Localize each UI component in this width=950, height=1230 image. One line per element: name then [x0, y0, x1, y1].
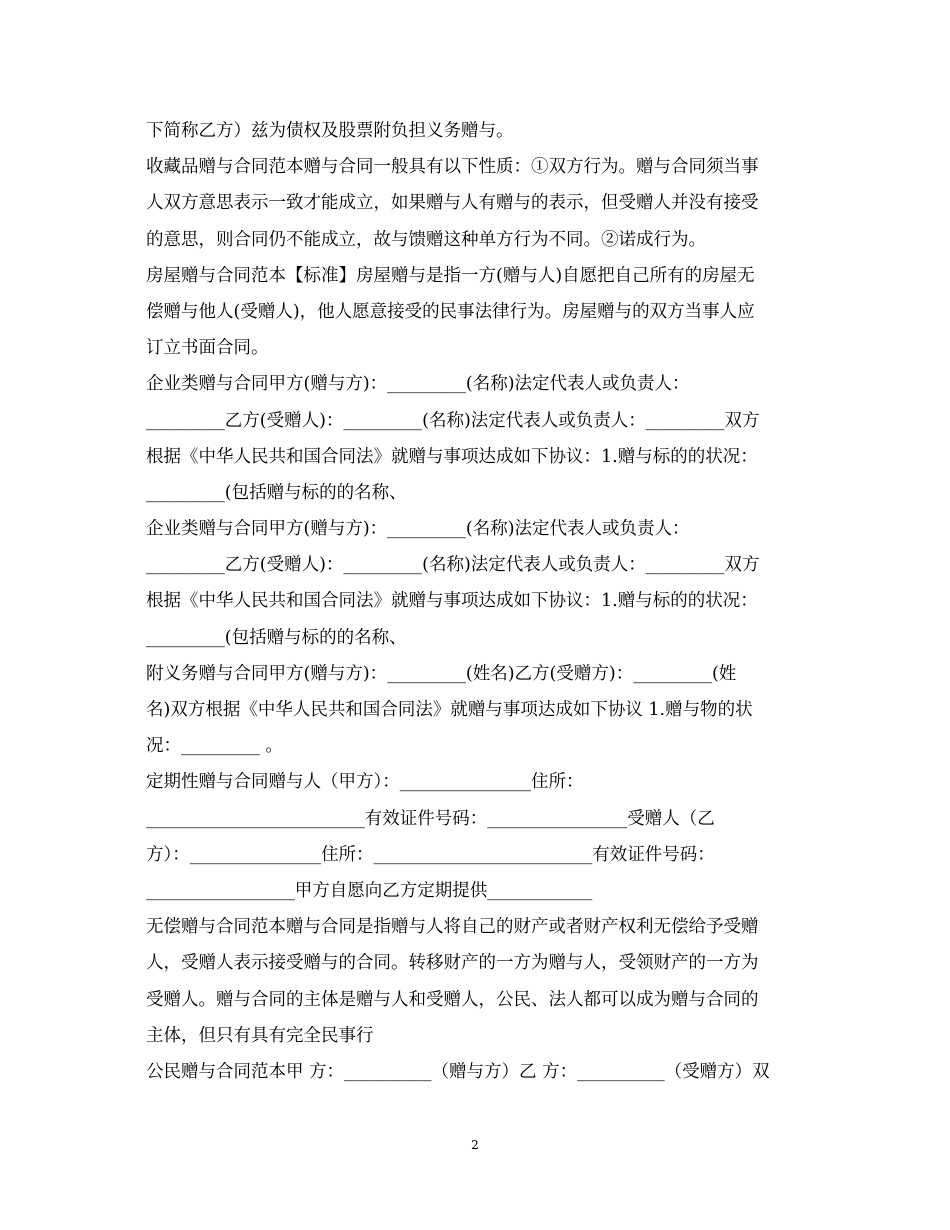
text-line: 房屋赠与合同范本【标准】房屋赠与是指一方(赠与人)自愿把自己所有的房屋无 [146, 265, 755, 286]
text-line: _________乙方(受赠人)：_________(名称)法定代表人或负责人：_________双方 [146, 410, 760, 431]
text-line: 偿赠与他人(受赠人)，他人愿意接受的民事法律行为。房屋赠与的双方当事人应 [146, 301, 755, 322]
text-line: 的意思，则合同仍不能成立，故与馈赠这种单方行为不同。②诺成行为。 [146, 229, 706, 250]
text-line: 附义务赠与合同甲方(赠与方)：_________(姓名)乙方(受赠方)：_________(姓 [146, 663, 737, 684]
text-line: 企业类赠与合同甲方(赠与方)：_________(名称)法定代表人或负责人： [146, 374, 690, 395]
text-line: _________(包括赠与标的的名称、 [146, 482, 407, 503]
text-line: 定期性赠与合同赠与人（甲方）：_______________住所： [146, 772, 584, 793]
text-line: 公民赠与合同范本甲 方：__________（赠与方）乙 方：__________（受赠方）双 [146, 1061, 770, 1082]
text-line: _________乙方(受赠人)：_________(名称)法定代表人或负责人：_________双方 [146, 555, 760, 576]
text-line: 根据《中华人民共和国合同法》就赠与事项达成如下协议：1.赠与标的的状况： [146, 446, 758, 467]
text-line: 收藏品赠与合同范本赠与合同一般具有以下性质：①双方行为。赠与合同须当事 [146, 157, 759, 178]
text-line: 下简称乙方）兹为债权及股票附负担义务赠与。 [146, 121, 514, 141]
text-line: 企业类赠与合同甲方(赠与方)：_________(名称)法定代表人或负责人： [146, 519, 690, 540]
text-line: 况：_________ 。 [146, 736, 283, 757]
text-line: 主体，但只有具有完全民事行 [146, 1025, 374, 1046]
text-line: _________________________有效证件号码：________________受赠人（乙 [146, 808, 715, 829]
text-line: 无偿赠与合同范本赠与合同是指赠与人将自己的财产或者财产权利无偿给予受赠 [146, 917, 759, 938]
page-number: 2 [471, 1138, 479, 1152]
text-line: 方）：_______________住所：_________________________有效证件号码： [146, 844, 715, 865]
text-line: _________(包括赠与标的的名称、 [146, 627, 407, 648]
text-line: 根据《中华人民共和国合同法》就赠与事项达成如下协议：1.赠与标的的状况： [146, 591, 758, 612]
text-line: 名)双方根据《中华人民共和国合同法》就赠与事项达成如下协议 1.赠与物的状 [146, 700, 753, 720]
text-line: 订立书面合同。 [146, 338, 269, 359]
text-line: _________________甲方自愿向乙方定期提供____________ [146, 880, 593, 901]
text-line: 受赠人。赠与合同的主体是赠与人和受赠人，公民、法人都可以成为赠与合同的 [146, 989, 759, 1010]
text-line: 人，受赠人表示接受赠与的合同。转移财产的一方为赠与人，受领财产的一方为 [146, 953, 759, 974]
text-line: 人双方意思表示一致才能成立，如果赠与人有赠与的表示，但受赠人并没有接受 [146, 193, 759, 214]
document-body [146, 118, 806, 1095]
